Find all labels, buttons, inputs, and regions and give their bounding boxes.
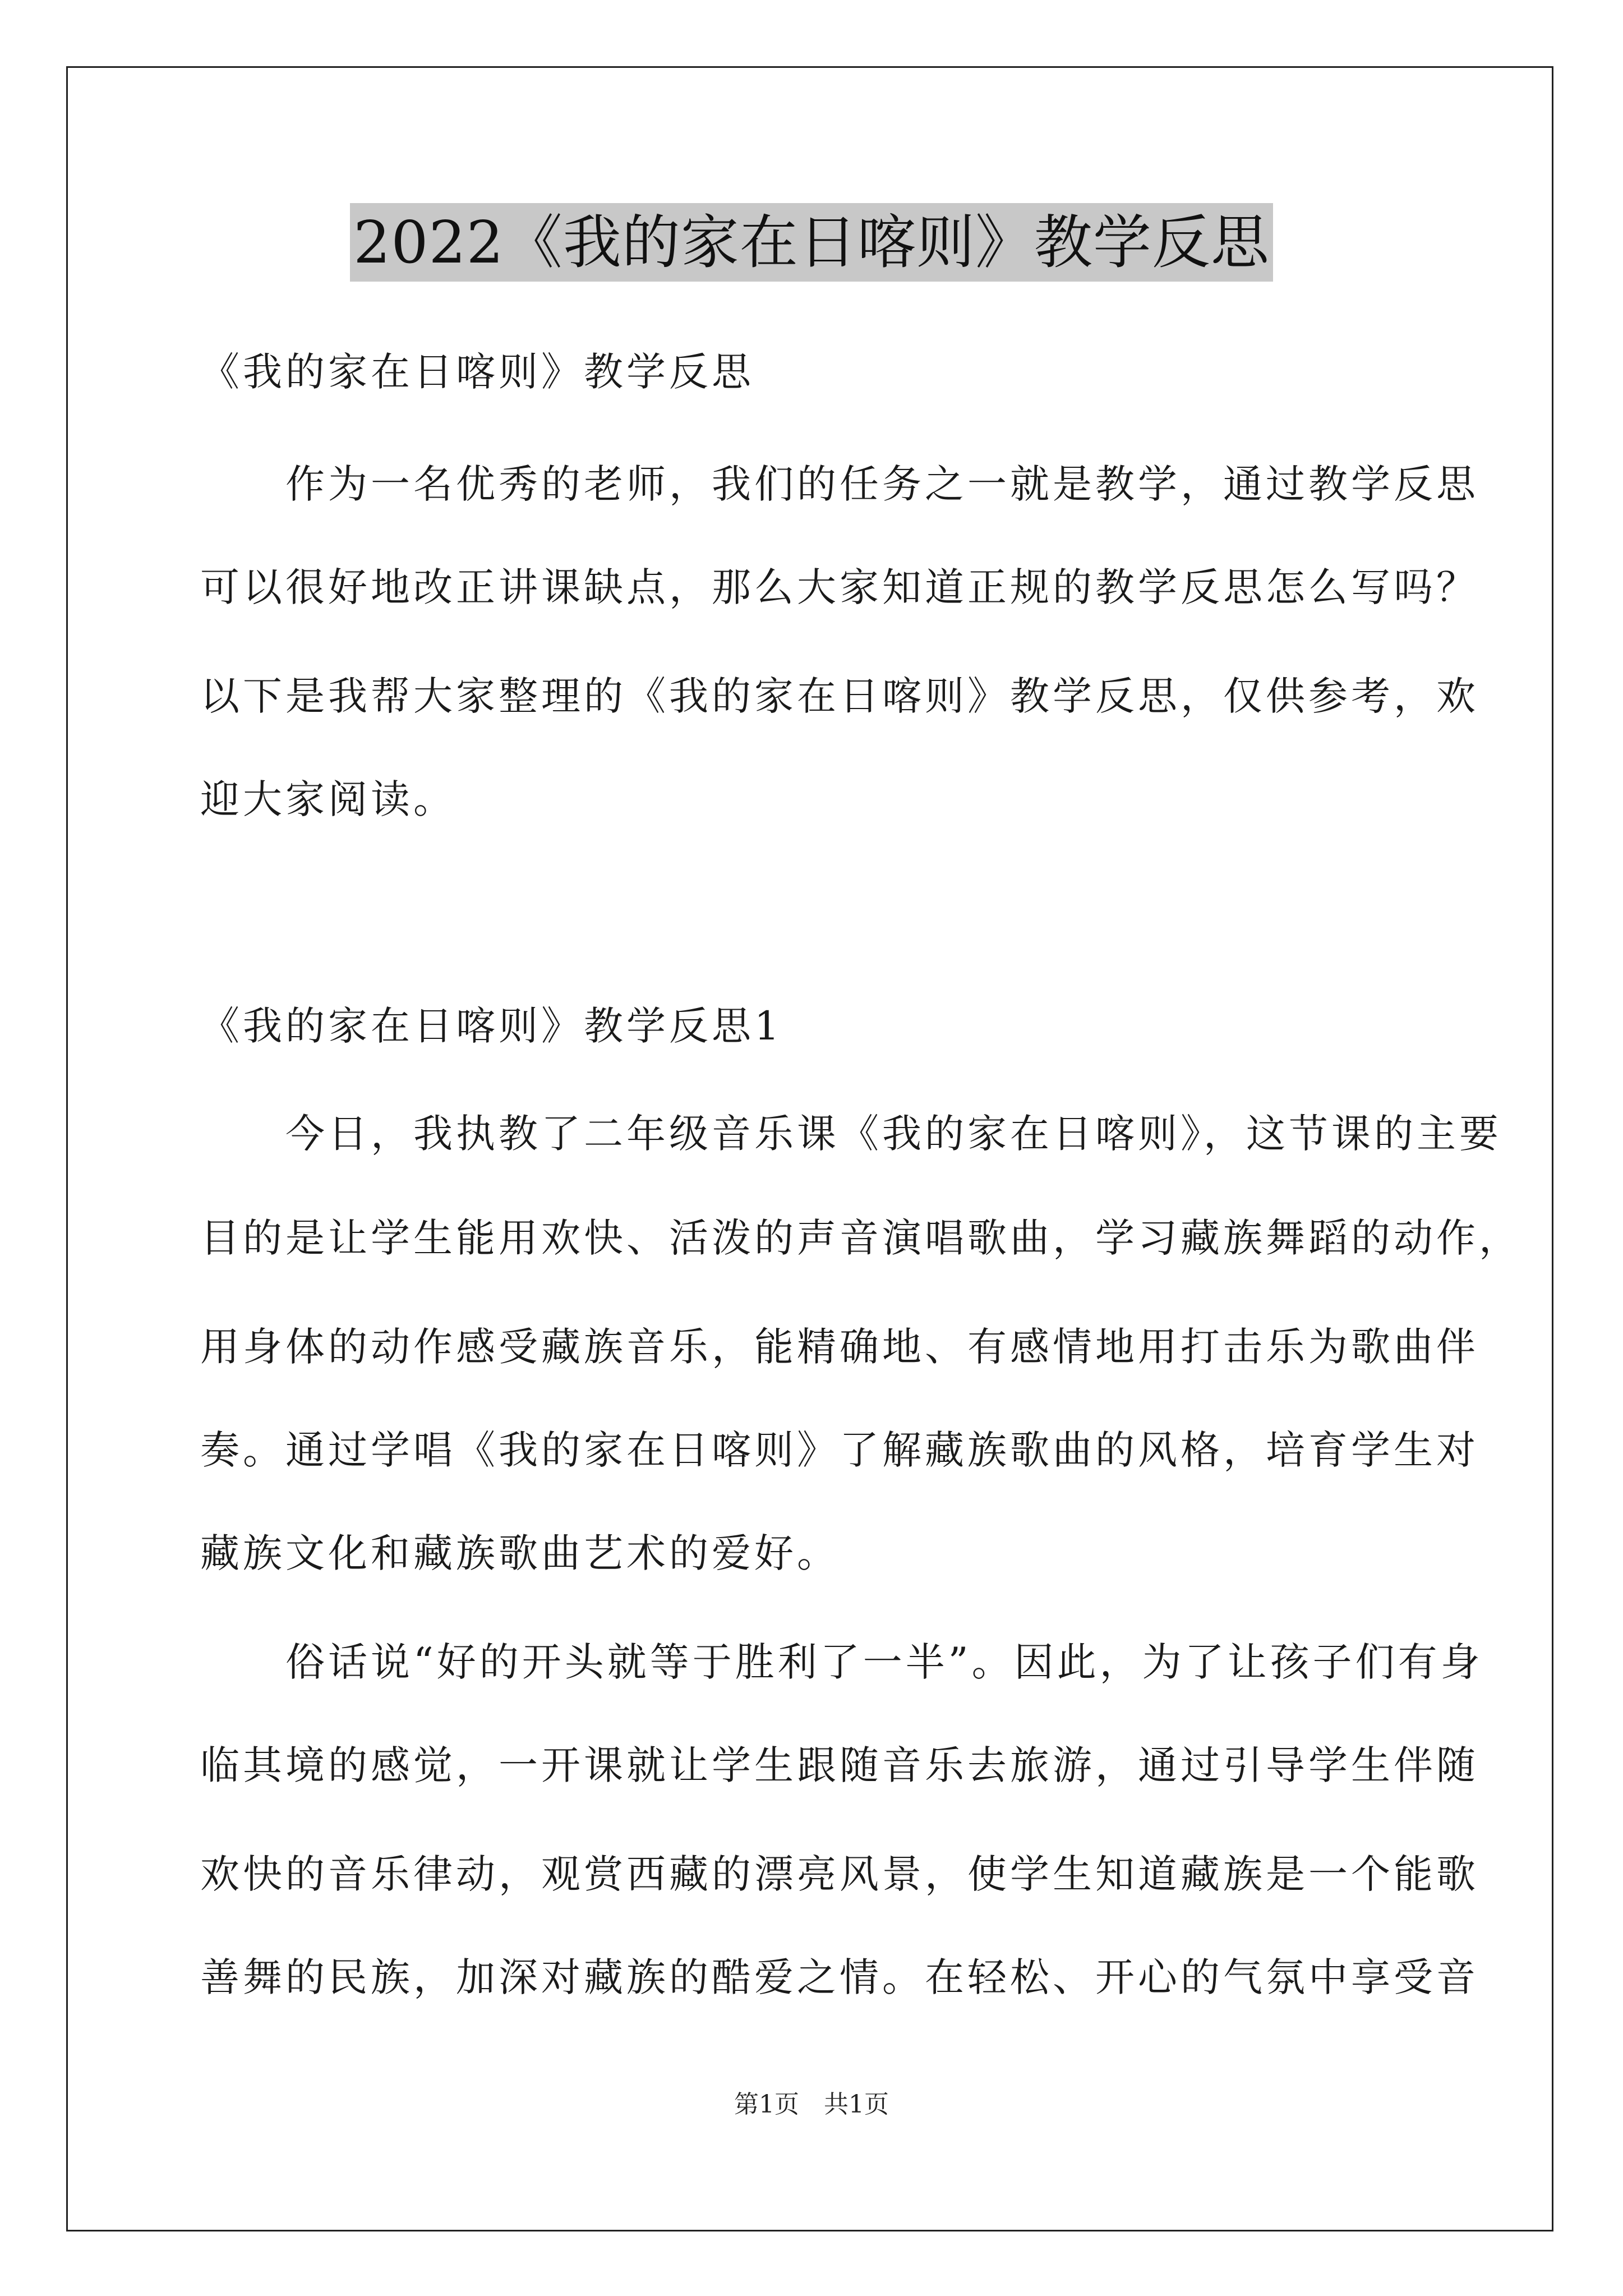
paragraph-line: 欢快的音乐律动，观赏西藏的漂亮风景，使学生知道藏族是一个能歌 xyxy=(200,1851,1479,1897)
paragraph-line: 作为一名优秀的老师，我们的任务之一就是教学，通过教学反思 xyxy=(200,461,1479,507)
section-heading: 《我的家在日喀则》教学反思1 xyxy=(200,1003,783,1049)
paragraph-line: 藏族文化和藏族歌曲艺术的爱好。 xyxy=(200,1530,840,1576)
paragraph-line: 俗话说“好的开头就等于胜利了一半”。因此，为了让孩子们有身 xyxy=(200,1639,1483,1685)
paragraph-line: 用身体的动作感受藏族音乐，能精确地、有感情地用打击乐为歌曲伴 xyxy=(200,1324,1479,1370)
document-title: 2022《我的家在日喀则》教学反思 xyxy=(350,203,1273,282)
paragraph-line: 临其境的感觉，一开课就让学生跟随音乐去旅游，通过引导学生伴随 xyxy=(200,1742,1479,1788)
paragraph-line: 奏。通过学唱《我的家在日喀则》了解藏族歌曲的风格，培育学生对 xyxy=(200,1427,1479,1473)
title-container xyxy=(0,203,1623,282)
paragraph-line: 今日，我执教了二年级音乐课《我的家在日喀则》，这节课的主要 xyxy=(200,1111,1502,1157)
paragraph-line: 善舞的民族，加深对藏族的酷爱之情。在轻松、开心的气氛中享受音 xyxy=(200,1954,1479,2000)
paragraph-line: 可以很好地改正讲课缺点，那么大家知道正规的教学反思怎么写吗？ xyxy=(200,564,1479,610)
paragraph-line: 目的是让学生能用欢快、活泼的声音演唱歌曲，学习藏族舞蹈的动作， xyxy=(200,1215,1521,1261)
page-footer: 第1页 共1页 xyxy=(734,2090,889,2119)
paragraph-line: 以下是我帮大家整理的《我的家在日喀则》教学反思，仅供参考，欢 xyxy=(200,673,1479,719)
paragraph-line: 迎大家阅读。 xyxy=(200,776,456,822)
section-heading: 《我的家在日喀则》教学反思 xyxy=(200,349,754,395)
